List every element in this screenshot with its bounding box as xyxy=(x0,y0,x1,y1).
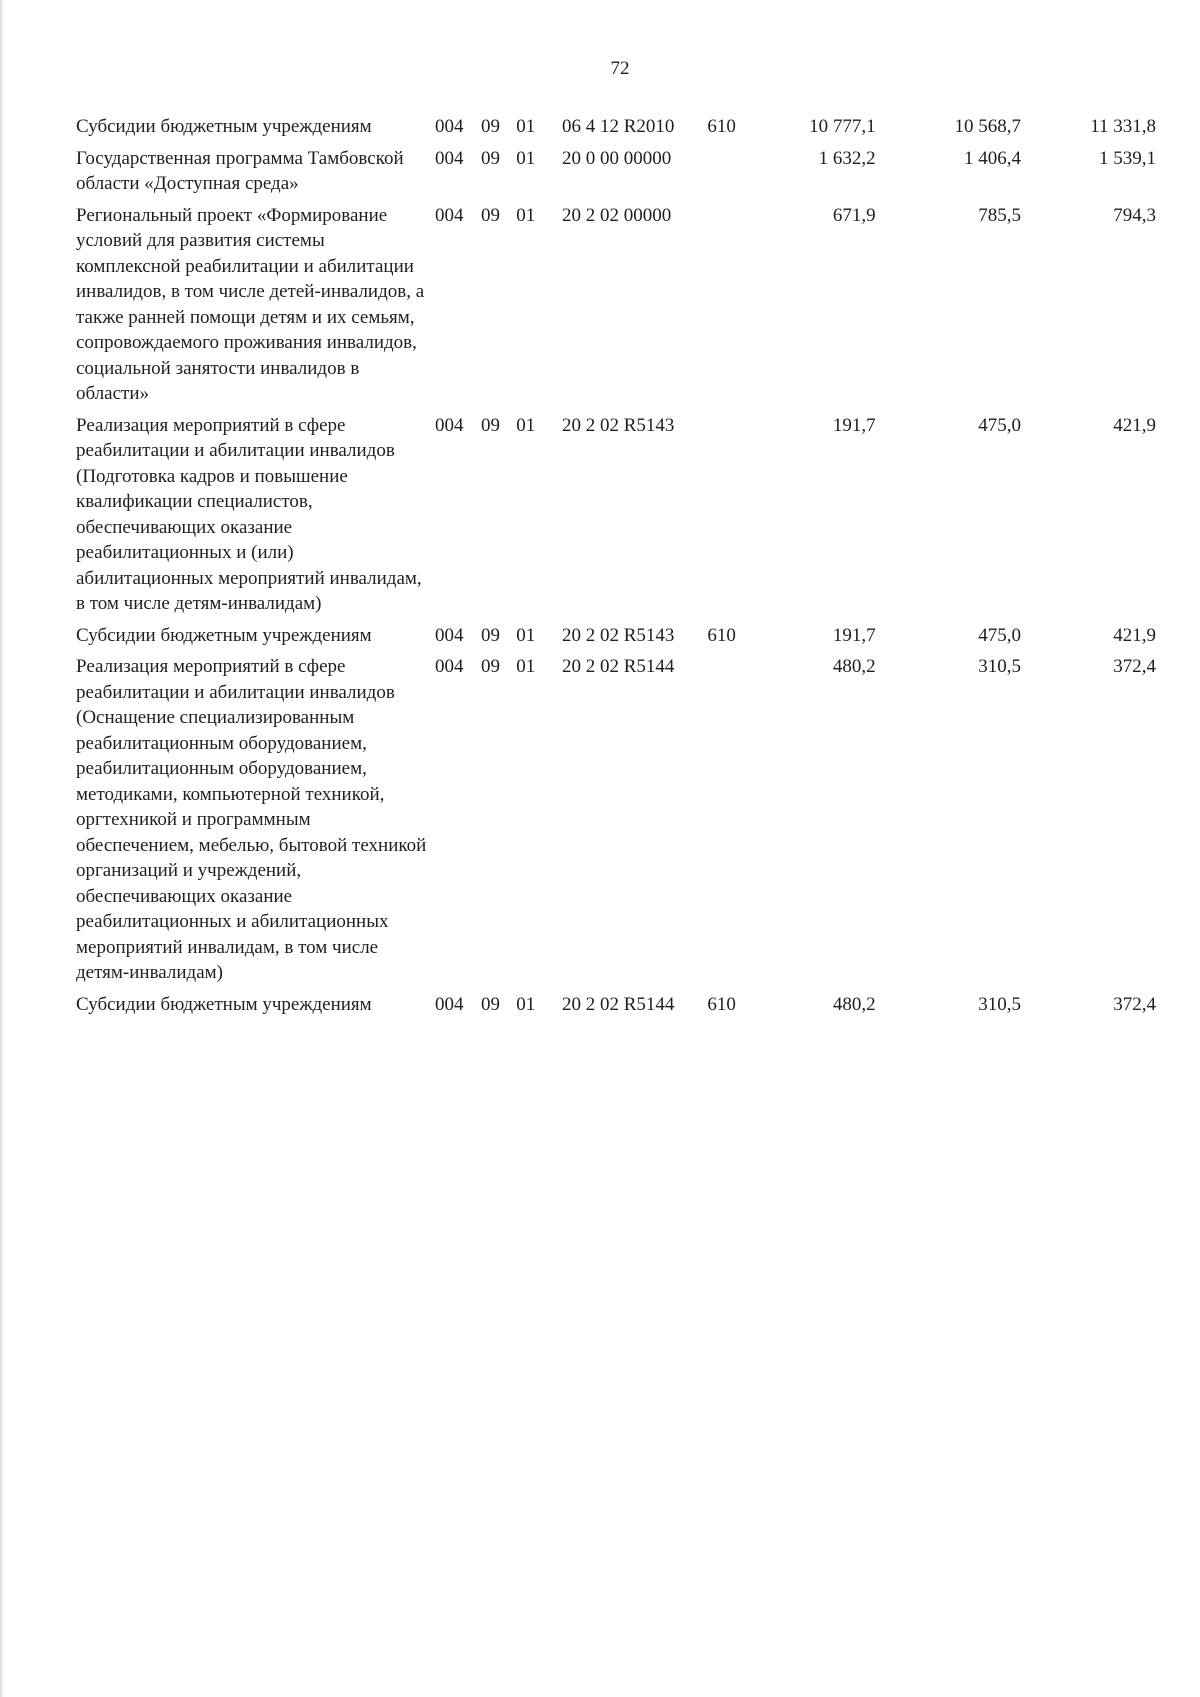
row-amount-year-1: 671,9 xyxy=(832,204,876,226)
table-row xyxy=(76,654,1156,992)
row-amount-year-3: 11 331,8 xyxy=(1090,116,1156,137)
row-amount-year-2: 310,5 xyxy=(978,993,1021,1015)
row-subsection-code: 01 xyxy=(516,204,536,226)
row-amount-year-1: 480,2 xyxy=(832,656,876,677)
row-amount-year-2: 785,5 xyxy=(978,204,1021,226)
row-amount-year-1: 191,7 xyxy=(832,624,876,646)
row-amount-year-2: 10 568,7 xyxy=(954,116,1021,137)
row-subsection-code: 01 xyxy=(516,116,536,137)
row-expense-type xyxy=(707,413,761,623)
row-subsection-code: 01 xyxy=(516,624,536,646)
row-name: Реализация мероприятий в сфере реабилитации и абилитации инвалидов (Подготовка кадров и повышение квалификации специалистов, обеспечивающих оказание реабилитационных и (или) абилитационных мероприятий инвалидам, в том числе детям-инвалидам) xyxy=(76,414,422,614)
row-amount-year-3: 1 539,1 xyxy=(1099,147,1156,169)
row-ministry-code: 004 xyxy=(435,116,464,137)
row-name: Реализация мероприятий в сфере реабилитации и абилитации инвалидов (Оснащение специализированным реабилитационным оборудованием, реабилитационным оборудованием, методиками, компьютерной техникой, оргтехникой и программным обеспечением, мебелью, бытовой техникой организаций и учреждений, обеспечивающих оказание реабилитационных и абилитационных мероприятий инвалидам, в том числе детям-инвалидам) xyxy=(76,656,427,983)
row-subsection-code: 01 xyxy=(516,993,536,1015)
row-target-article: 20 2 02 R5143 xyxy=(561,624,675,646)
budget-table xyxy=(76,114,1156,1023)
row-amount-year-3: 372,4 xyxy=(1113,993,1156,1015)
row-name: Региональный проект «Формирование условий для развития системы комплексной реабилитации и абилитации инвалидов, в том числе детей-инвалидов, а также ранней помощи детям и их семьям, сопровождаемого проживания инвалидов, социальной занятости инвалидов в области» xyxy=(76,204,425,404)
row-amount-year-1: 10 777,1 xyxy=(809,116,876,137)
row-expense-type: 610 xyxy=(707,624,736,646)
row-target-article: 20 2 02 R5144 xyxy=(561,656,675,677)
row-name: Государственная программа Тамбовской области «Доступная среда» xyxy=(76,147,404,194)
row-expense-type xyxy=(707,203,761,413)
table-row xyxy=(76,203,1156,413)
row-amount-year-3: 794,3 xyxy=(1113,204,1156,226)
row-expense-type: 610 xyxy=(707,116,736,137)
row-subsection-code: 01 xyxy=(516,147,536,169)
row-section-code: 09 xyxy=(481,204,500,226)
row-target-article: 20 2 02 R5144 xyxy=(561,993,675,1015)
row-name: Субсидии бюджетным учреждениям xyxy=(76,116,372,137)
row-target-article: 06 4 12 R2010 xyxy=(561,116,675,137)
row-ministry-code: 004 xyxy=(435,204,464,226)
row-ministry-code: 004 xyxy=(435,624,464,646)
row-target-article: 20 2 02 R5143 xyxy=(561,414,675,436)
table-row xyxy=(76,114,1156,146)
row-section-code: 09 xyxy=(481,656,500,677)
row-ministry-code: 004 xyxy=(435,656,464,677)
row-amount-year-1: 480,2 xyxy=(832,993,876,1015)
table-row xyxy=(76,413,1156,623)
table-row xyxy=(76,623,1156,655)
row-ministry-code: 004 xyxy=(435,414,464,436)
row-section-code: 09 xyxy=(481,993,500,1015)
row-expense-type xyxy=(707,146,761,203)
table-row xyxy=(76,146,1156,203)
row-section-code: 09 xyxy=(481,147,500,169)
row-amount-year-1: 1 632,2 xyxy=(818,147,876,169)
row-ministry-code: 004 xyxy=(435,147,464,169)
row-name: Субсидии бюджетным учреждениям xyxy=(76,624,372,646)
row-subsection-code: 01 xyxy=(516,414,536,436)
row-amount-year-2: 1 406,4 xyxy=(963,147,1021,169)
row-name: Субсидии бюджетным учреждениям xyxy=(76,993,372,1015)
row-subsection-code: 01 xyxy=(516,656,536,677)
row-section-code: 09 xyxy=(481,414,500,436)
table-body xyxy=(76,114,1156,1023)
row-target-article: 20 0 00 00000 xyxy=(561,147,672,169)
row-section-code: 09 xyxy=(481,624,500,646)
row-section-code: 09 xyxy=(481,116,500,137)
row-target-article: 20 2 02 00000 xyxy=(561,204,672,226)
row-amount-year-2: 475,0 xyxy=(978,414,1021,436)
row-expense-type xyxy=(707,654,761,992)
row-amount-year-2: 475,0 xyxy=(978,624,1021,646)
row-amount-year-3: 421,9 xyxy=(1113,624,1156,646)
row-amount-year-1: 191,7 xyxy=(832,414,876,436)
row-amount-year-2: 310,5 xyxy=(978,656,1021,677)
table-row xyxy=(76,992,1156,1024)
row-expense-type: 610 xyxy=(707,993,736,1015)
page-edge-shadow xyxy=(0,0,4,1697)
page-number: 72 xyxy=(610,58,630,79)
row-amount-year-3: 372,4 xyxy=(1113,656,1156,677)
row-ministry-code: 004 xyxy=(435,993,464,1015)
row-amount-year-3: 421,9 xyxy=(1113,414,1156,436)
